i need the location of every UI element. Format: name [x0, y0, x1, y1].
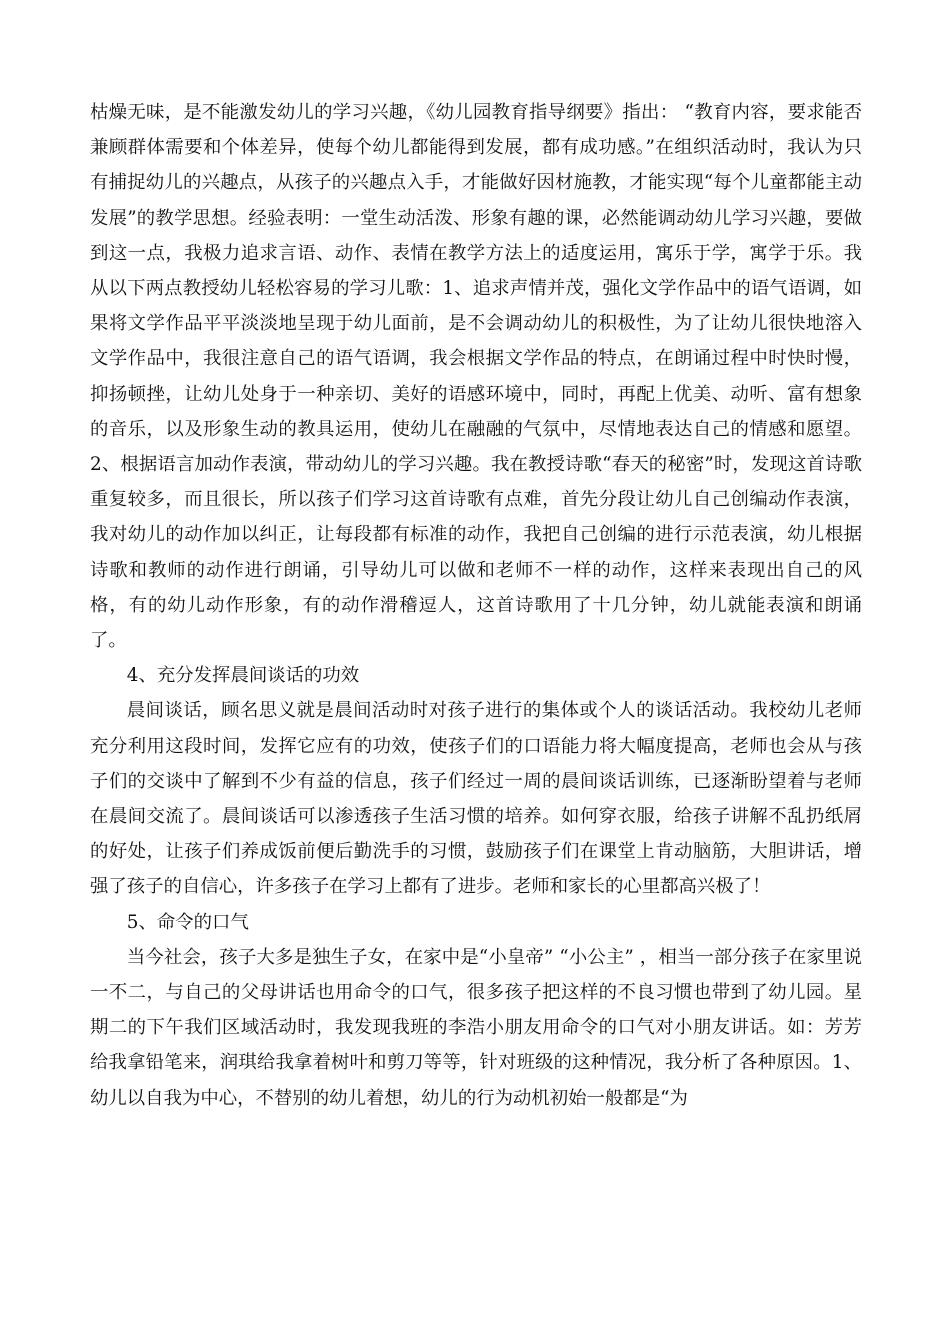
section-heading-4: 4、充分发挥晨间谈话的功效 — [126, 665, 360, 687]
body-paragraph-2: 晨间谈话，顾名思义就是晨间活动时对孩子进行的集体或个人的谈话活动。我校幼儿老师充分利用这段时间，发挥它应有的功效，使孩子们的口语能力将大幅度提高，老师也会从与孩子们的交谈中了解到不少有益的信息，孩子们经过一周的晨间谈话训练，已逐渐盼望着与老师在晨间交流了。晨间谈话可以渗透孩子生活习惯的培养。如何穿衣服，给孩子讲解不乱扔纸屑的好处，让孩子们养成饭前便后勤洗手的习惯，鼓励孩子们在课堂上肯动脑筋，大胆讲话，增强了孩子的自信心，许多孩子在学习上都有了进步。老师和家长的心里都高兴极了！ — [90, 700, 862, 898]
body-paragraph-1: 枯燥无味，是不能激发幼儿的学习兴趣，《幼儿园教育指导纲要》指出： “教育内容，要求能否兼顾群体需要和个体差异，使每个幼儿都能得到发展，都有成功感。”在组织活动时，我认为只有捕捉幼儿的兴趣点，从孩子的兴趣点入手，才能做好因材施教，才能实现“每个儿童都能主动发展”的教学思想。经验表明：一堂生动活泼、形象有趣的课，必然能调动幼儿学习兴趣，要做到这一点，我极力追求言语、动作、表情在教学方法上的适度运用，寓乐于学，寓学于乐。我从以下两点教授幼儿轻松容易的学习儿歌：1、追求声情并茂，强化文学作品中的语气语调，如果将文学作品平平淡淡地呈现于幼儿面前，是不会调动幼儿的积极性，为了让幼儿很快地溶入文学作品中，我很注意自己的语气语调，我会根据文学作品的特点，在朗诵过程中时快时慢，抑扬顿挫，让幼儿处身于一种亲切、美好的语感环境中，同时，再配上优美、动听、富有想象的音乐，以及形象生动的教具运用，使幼儿在融融的气氛中，尽情地表达自己的情感和愿望。2、根据语言加动作表演，带动幼儿的学习兴趣。我在教授诗歌“春天的秘密”时，发现这首诗歌重复较多，而且很长，所以孩子们学习这首诗歌有点难，首先分段让幼儿自己创编动作表演，我对幼儿的动作加以纠正，让每段都有标准的动作，我把自己创编的进行示范表演，幼儿根据诗歌和教师的动作进行朗诵，引导幼儿可以做和老师不一样的动作，这样来表现出自己的风格，有的幼儿动作形象，有的动作滑稽逗人，这首诗歌用了十几分钟，幼儿就能表演和朗诵了。 — [90, 102, 862, 652]
document-page — [90, 95, 862, 1116]
body-paragraph-3: 当今社会，孩子大多是独生子女，在家中是“小皇帝” “小公主” ，相当一部分孩子在家里说一不二，与自己的父母讲话也用命令的口气，很多孩子把这样的不良习惯也带到了幼儿园。星期二的下午我们区域活动时，我发现我班的李浩小朋友用命令的口气对小朋友讲话。如：芳芳给我拿铅笔来，润琪给我拿着树叶和剪刀等等，针对班级的这种情况，我分析了各种原因。1、幼儿以自我为中心，不替别的幼儿着想，幼儿的行为动机初始一般都是“为 — [90, 946, 862, 1109]
section-heading-5: 5、命令的口气 — [126, 911, 249, 933]
